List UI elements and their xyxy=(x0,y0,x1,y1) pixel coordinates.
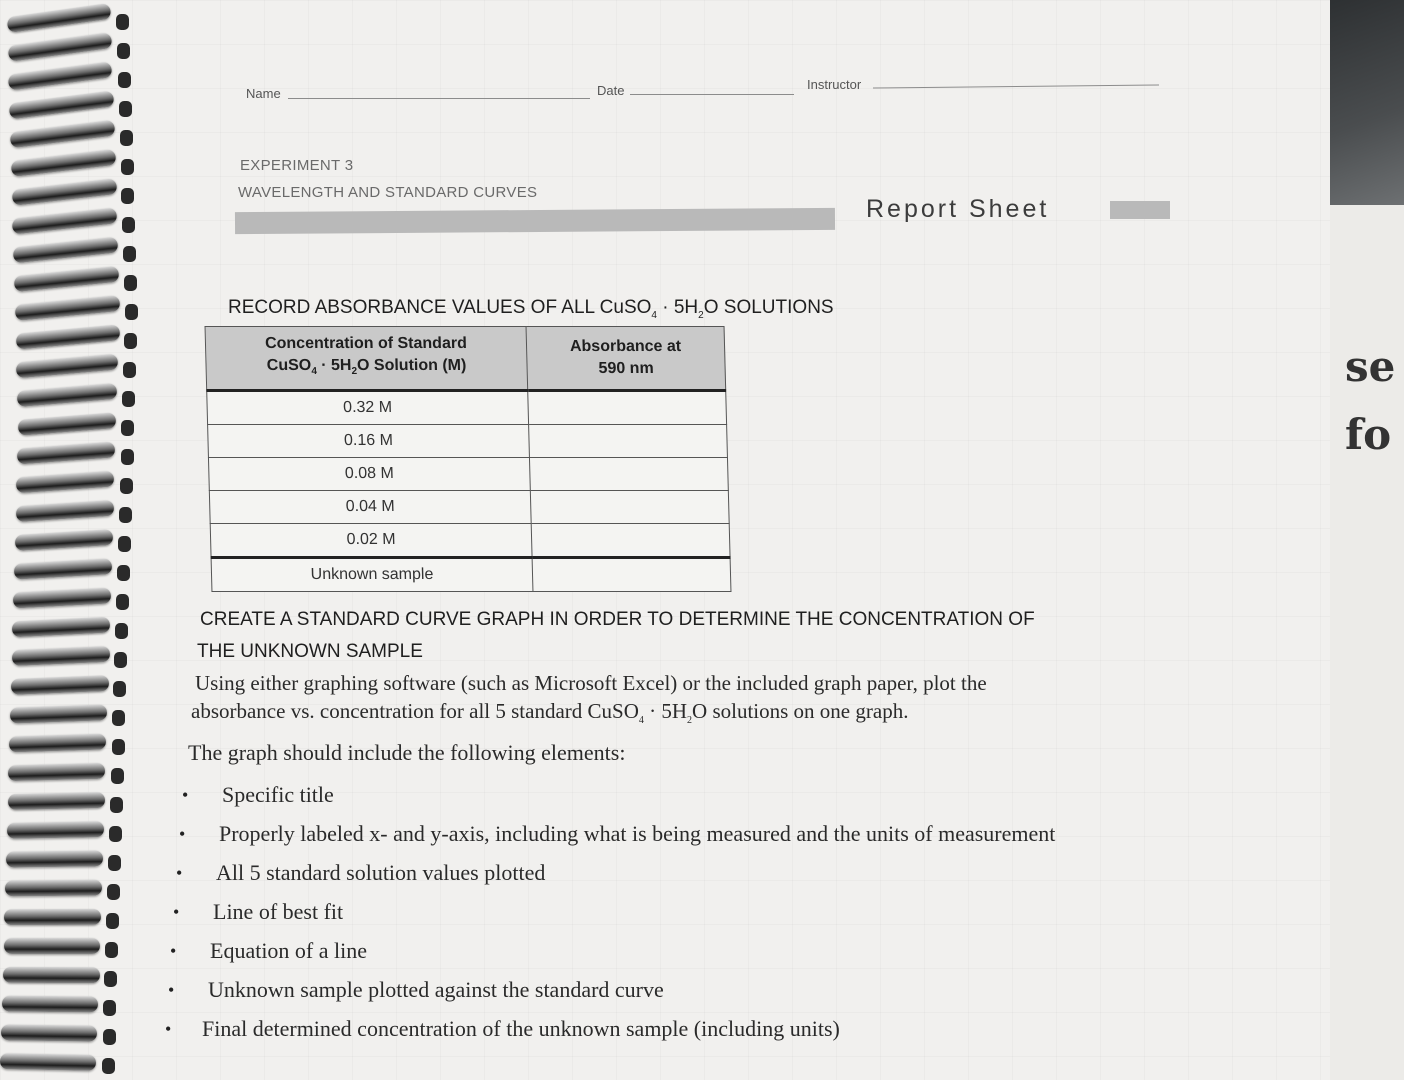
binding-ring xyxy=(12,617,110,638)
adjacent-page-fragment: fo xyxy=(1345,410,1392,459)
binding-ring xyxy=(7,32,113,62)
binding-ring xyxy=(6,3,111,33)
concentration-cell: 0.16 M xyxy=(208,425,530,458)
graph-section-title: CREATE A STANDARD CURVE GRAPH IN ORDER TO DETERMINE THE CONCENTRATION OF xyxy=(200,609,1035,630)
binding-ring xyxy=(10,704,108,723)
binding-ring xyxy=(7,821,104,839)
binding-ring xyxy=(14,295,120,321)
binding-ring xyxy=(15,500,114,522)
binding-ring xyxy=(15,324,120,349)
absorbance-cell[interactable] xyxy=(528,391,727,425)
binding-hole xyxy=(121,188,134,204)
binding-ring xyxy=(13,266,119,292)
binding-hole xyxy=(122,217,135,233)
binding-ring xyxy=(4,938,101,954)
binding-hole xyxy=(112,710,125,726)
absorbance-cell[interactable] xyxy=(529,458,728,491)
report-sheet-title: Report Sheet xyxy=(866,195,1050,223)
header-band-end xyxy=(1110,201,1170,219)
binding-ring xyxy=(14,558,113,580)
binding-hole xyxy=(123,246,136,262)
binding-hole xyxy=(113,681,126,697)
binding-hole xyxy=(116,594,129,610)
absorbance-cell[interactable] xyxy=(532,558,731,592)
binding-ring xyxy=(13,237,119,264)
binding-ring xyxy=(6,850,103,867)
binding-hole xyxy=(103,1000,116,1016)
binding-hole xyxy=(123,362,136,378)
name-label: Name xyxy=(246,86,281,101)
concentration-cell: 0.02 M xyxy=(210,524,532,558)
date-field-line xyxy=(630,94,794,95)
binding-hole xyxy=(119,101,132,117)
report-sheet-page: Name Date Instructor EXPERIMENT 3 WAVELENGTH AND STANDARD CURVES Report Sheet RECORD ABSORBANCE VALUES OF ALL CuSO$_4$ · $5H_2O$ SOLUTIONS Concentration of Standard CuSO$_4$ · $5H_2O$ Solution (M) Absorbance at 590 nm 0.32 M 0.16 M 0.08 M 0.04 M 0.02 M Unknown sample CREATE A STANDARD CURVE GRAPH IN ORDER TO DETERMINE THE CONCENTRATION OF THE UNKNOWN SAMPLE Using either graphing software (such as Microsoft Excel) or the included graph paper, plot the absorbance vs. concentration for all 5 standard CuSO$_4$ · $5H_2O$ solutions on one graph. The graph should include the following elements: • Specific title • Properly labeled x- and y-axis, including what is being measured and the units of measurement • All 5 standard solution values plotted • Line of best fit • Equation of a line • Unknown sample plotted against the standard curve • Final determined concentration of the unknown sample (including units) xyxy=(0,0,1330,1080)
binding-hole xyxy=(114,652,127,668)
table-row xyxy=(210,524,730,558)
binding-ring xyxy=(17,441,116,464)
binding-ring xyxy=(11,646,109,666)
table-row xyxy=(211,558,731,592)
absorbance-table xyxy=(205,326,732,592)
binding-ring xyxy=(13,587,112,608)
binding-hole xyxy=(118,72,131,88)
binding-hole xyxy=(109,826,122,842)
binding-ring xyxy=(18,412,117,436)
binding-ring xyxy=(10,149,116,177)
binding-hole xyxy=(119,507,132,523)
name-field-line xyxy=(288,98,590,99)
binding-hole xyxy=(120,478,133,494)
binding-hole xyxy=(124,333,137,349)
binding-hole xyxy=(108,855,121,871)
binding-hole xyxy=(105,942,118,958)
instructions-paragraph-cont: absorbance vs. concentration for all 5 standard CuSO$_4$ · $5H_2O$ solutions on one graph. xyxy=(191,699,909,727)
binding-hole xyxy=(116,14,129,30)
binding-ring xyxy=(17,383,118,407)
binding-hole xyxy=(121,449,134,465)
binding-hole xyxy=(107,884,120,900)
date-label: Date xyxy=(597,83,625,98)
binding-hole xyxy=(122,391,135,407)
binding-ring xyxy=(9,120,115,149)
binding-ring xyxy=(5,880,102,897)
header-band xyxy=(235,208,835,234)
binding-ring xyxy=(7,792,104,810)
table-row xyxy=(208,458,728,491)
binding-hole xyxy=(117,565,130,581)
record-section-title: RECORD ABSORBANCE VALUES OF ALL CuSO$_4$ · $5H_2O$ SOLUTIONS xyxy=(228,297,834,321)
binding-hole xyxy=(103,1029,116,1045)
binding-hole xyxy=(121,159,134,175)
instructor-field-line xyxy=(873,85,1159,89)
binding-hole xyxy=(110,797,123,813)
table-row xyxy=(208,425,728,458)
spiral-binding xyxy=(0,0,165,1080)
instructor-label: Instructor xyxy=(807,77,862,92)
binding-hole xyxy=(124,275,137,291)
binding-hole xyxy=(117,43,130,59)
table-row xyxy=(209,491,729,524)
binding-hole xyxy=(106,913,119,929)
binding-hole xyxy=(121,420,134,436)
binding-hole xyxy=(125,304,138,320)
graph-section-title-cont: THE UNKNOWN SAMPLE xyxy=(197,641,423,662)
binding-hole xyxy=(118,536,131,552)
binding-ring xyxy=(8,763,106,782)
binding-ring xyxy=(1,1024,97,1041)
binding-ring xyxy=(0,1053,96,1071)
absorbance-cell[interactable] xyxy=(530,491,729,524)
binding-ring xyxy=(9,734,107,753)
binding-ring xyxy=(8,61,114,90)
experiment-title: WAVELENGTH AND STANDARD CURVES xyxy=(238,184,538,201)
binding-ring xyxy=(11,675,109,695)
binding-ring xyxy=(2,996,99,1013)
binding-hole xyxy=(112,739,125,755)
concentration-cell: 0.04 M xyxy=(209,491,531,524)
binding-ring xyxy=(9,90,115,119)
concentration-cell: 0.08 M xyxy=(208,458,530,491)
binding-ring xyxy=(3,967,100,983)
binding-ring xyxy=(16,354,119,379)
binding-ring xyxy=(12,207,118,234)
elements-intro: The graph should include the following elements: xyxy=(188,740,626,765)
binding-hole xyxy=(102,1058,115,1074)
concentration-column-header: Concentration of Standard CuSO$_4$ · $5H_2O$ Solution (M) xyxy=(205,327,528,391)
experiment-number: EXPERIMENT 3 xyxy=(240,157,354,174)
absorbance-cell[interactable] xyxy=(529,425,728,458)
binding-ring xyxy=(16,471,115,494)
binding-ring xyxy=(14,529,113,551)
absorbance-cell[interactable] xyxy=(531,524,730,558)
instructions-paragraph: Using either graphing software (such as Microsoft Excel) or the included graph paper, plot the xyxy=(195,671,987,695)
table-row xyxy=(207,391,727,425)
binding-hole xyxy=(111,768,124,784)
binding-hole xyxy=(104,971,117,987)
unknown-sample-cell: Unknown sample xyxy=(211,558,533,592)
concentration-cell: 0.32 M xyxy=(207,391,529,425)
adjacent-page-fragment: se xyxy=(1345,342,1396,391)
binding-ring xyxy=(11,178,117,206)
binding-hole xyxy=(115,623,128,639)
absorbance-column-header: Absorbance at 590 nm xyxy=(526,327,726,391)
binding-hole xyxy=(120,130,133,146)
binding-ring xyxy=(4,909,101,925)
